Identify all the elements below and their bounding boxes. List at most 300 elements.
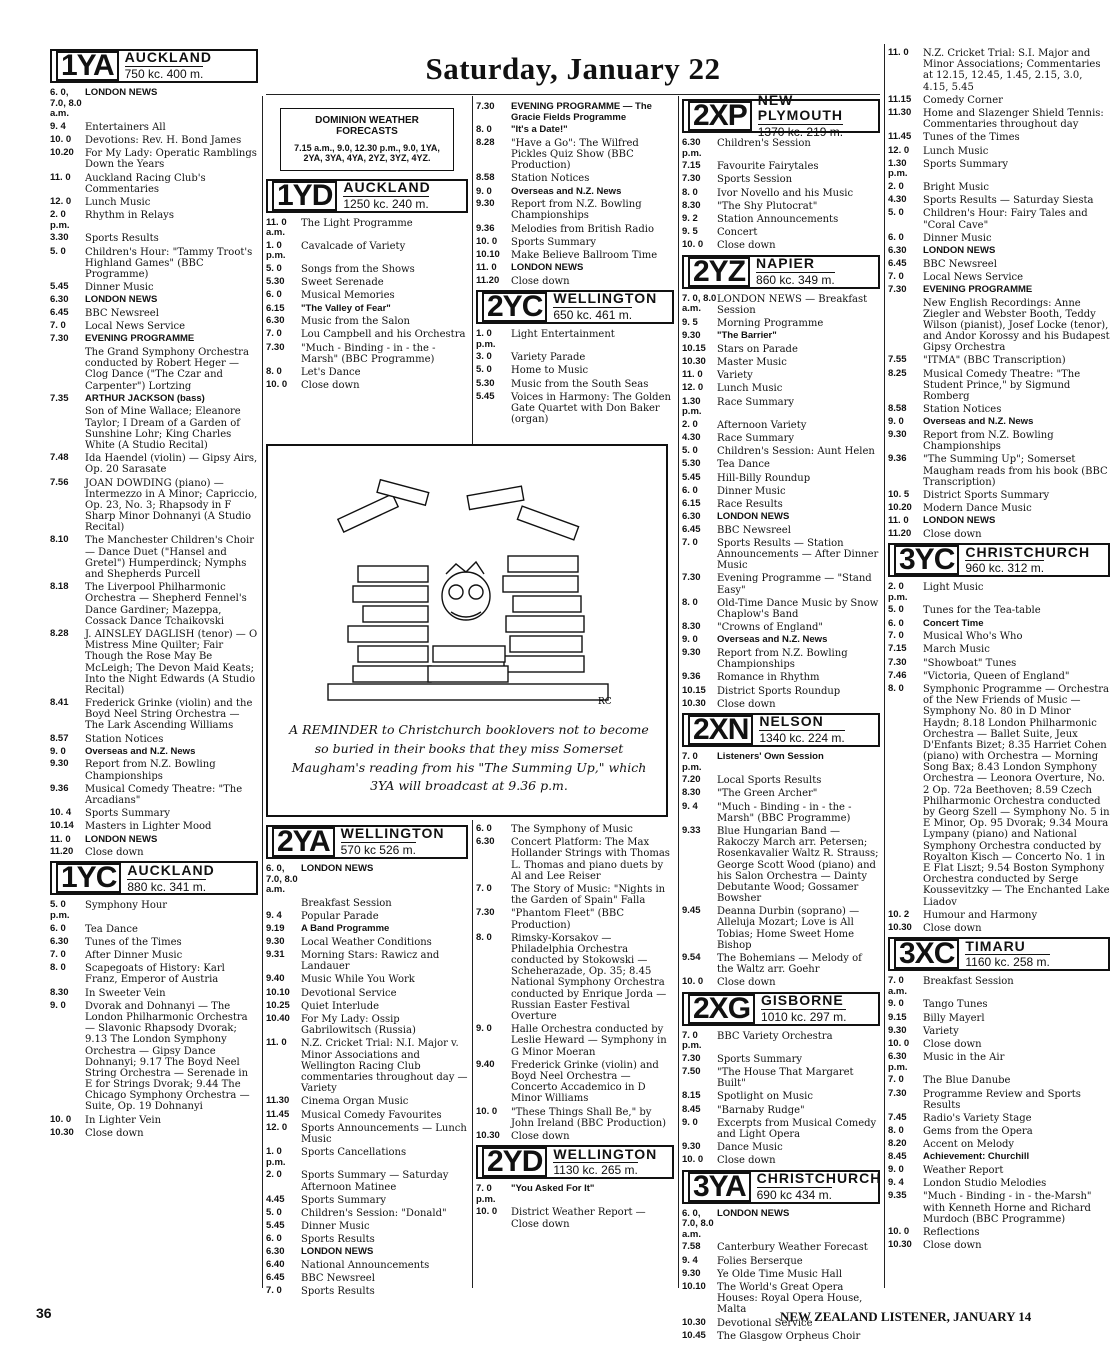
programme-time: 6.30 bbox=[50, 294, 69, 306]
programme-time: 9. 0 bbox=[888, 1164, 904, 1176]
programme-title: LONDON NEWS bbox=[85, 833, 158, 845]
station-details bbox=[125, 50, 252, 81]
programme-title: "Showboat" Tunes bbox=[923, 657, 1017, 669]
programme-title: Children's Hour: "Tammy Troot's Highland Games" (BBC Programme) bbox=[85, 246, 253, 280]
programme-time: 7.55 bbox=[888, 354, 907, 366]
programme-time: 8.28 bbox=[476, 136, 495, 148]
programme-entry bbox=[476, 352, 674, 363]
programme-title: "The Shy Plutocrat" bbox=[717, 200, 818, 212]
programme-title: Frederick Grinke (violin) and Boyd Neel Orchestra — Concerto Accademico in D Minor Williams bbox=[511, 1059, 659, 1105]
programme-title: Ida Haendel (violin) — Gipsy Airs, Op. 20 Sarasate bbox=[85, 453, 258, 476]
station-frequency: 1160 kc. 258 m. bbox=[965, 955, 1050, 970]
programme-time: 7. 0 bbox=[682, 536, 698, 548]
programme-time: 7. 0 bbox=[50, 320, 66, 332]
programme-entry bbox=[266, 343, 468, 365]
programme-title: Gems from the Opera bbox=[923, 1126, 1033, 1138]
station-frequency: 1250 kc. 240 m. bbox=[343, 196, 429, 211]
programme-time: 8. 0 bbox=[682, 596, 698, 608]
programme-time: 7.30 bbox=[266, 341, 285, 353]
programme-entry bbox=[682, 538, 880, 572]
station-details bbox=[343, 180, 462, 211]
column-rule bbox=[472, 96, 473, 444]
programme-time: 9.30 bbox=[682, 647, 701, 658]
station-details bbox=[965, 545, 1104, 576]
programme-entry bbox=[266, 974, 468, 985]
programme-time: 5.45 bbox=[682, 471, 701, 483]
station-header bbox=[682, 255, 880, 289]
programme-entry bbox=[50, 210, 258, 231]
programme-time: 4.30 bbox=[888, 194, 907, 206]
station-call-sign: 2YA bbox=[272, 827, 335, 857]
programme-entry bbox=[50, 784, 258, 806]
programme-title: Sports Session bbox=[717, 174, 793, 186]
programme-entry bbox=[50, 950, 258, 961]
programme-time: 6.45 bbox=[888, 257, 907, 269]
programme-entry bbox=[50, 937, 258, 948]
programme-time: 8. 0 bbox=[476, 124, 492, 136]
programme-title: "Much - Binding - in - the - Marsh" (BBC Programme) bbox=[301, 342, 436, 365]
programme-time: 5.45 bbox=[50, 281, 69, 293]
programme-time: 9.33 bbox=[682, 824, 701, 836]
programme-entry bbox=[888, 671, 1110, 682]
programme-time: 8.28 bbox=[50, 627, 69, 639]
programme-title: Close down bbox=[923, 1038, 982, 1050]
programme-time: 9. 0 bbox=[682, 634, 698, 646]
programme-entry bbox=[682, 672, 880, 683]
programme-time: 9. 4 bbox=[50, 120, 66, 132]
programme-entry bbox=[50, 759, 258, 781]
station-city: AUCKLAND bbox=[343, 178, 431, 195]
station-header bbox=[50, 861, 258, 895]
programme-title: Overseas and N.Z. News bbox=[717, 634, 828, 646]
programme-title: BBC Newsreel bbox=[923, 258, 997, 270]
programme-entry bbox=[476, 173, 674, 184]
programme-entry bbox=[50, 582, 258, 627]
programme-time: 7.15 bbox=[682, 160, 701, 172]
station-frequency: 1340 kc. 224 m. bbox=[759, 731, 845, 746]
programme-title: District Sports Roundup bbox=[717, 685, 841, 697]
programme-time: 5. 0 bbox=[682, 445, 698, 457]
programme-time: 9.40 bbox=[266, 973, 285, 985]
programme-title: In Lighter Vein bbox=[85, 1114, 162, 1126]
programme-title: Weather Report bbox=[923, 1165, 1004, 1177]
programme-title: "Crowns of England" bbox=[717, 622, 824, 634]
programme-time: 11.20 bbox=[476, 274, 500, 286]
programme-title: Ye Olde Time Music Hall bbox=[717, 1268, 843, 1280]
programme-entry bbox=[266, 950, 468, 972]
programme-time: 7. 0 a.m. bbox=[888, 975, 908, 997]
weather-title: DOMINION WEATHER FORECASTS bbox=[315, 115, 419, 138]
programme-title: Lunch Music bbox=[85, 197, 151, 208]
station-call-sign: 1YC bbox=[56, 863, 121, 893]
programme-entry bbox=[888, 404, 1110, 415]
programme-entry bbox=[266, 380, 468, 391]
programme-time: 2. 0 p.m. bbox=[888, 581, 908, 603]
programme-time: 6. 0 bbox=[888, 231, 904, 243]
station-frequency: 690 kc 434 m. bbox=[756, 1187, 832, 1202]
programme-time: 6.30 bbox=[50, 935, 69, 947]
programme-title: Concert Platform: The Max Hollander Strings with Thomas L. Thomas and piano duets by Al and Lee Reiser bbox=[511, 837, 670, 882]
programme-title: Close down bbox=[717, 240, 776, 252]
programme-time: 10.30 bbox=[682, 355, 706, 367]
programme-entry bbox=[888, 605, 1110, 616]
programme-entry bbox=[476, 1060, 674, 1105]
station-city: WELLINGTON bbox=[553, 1145, 658, 1162]
programme-time: 7.30 bbox=[476, 907, 495, 919]
programme-entry bbox=[888, 1139, 1110, 1150]
programme-entry bbox=[888, 1113, 1110, 1124]
programme-entry bbox=[266, 367, 468, 378]
programme-time: 8. 0 bbox=[888, 1125, 904, 1137]
programme-entry bbox=[476, 837, 674, 882]
programme-entry bbox=[266, 1273, 468, 1284]
programme-entry bbox=[682, 953, 880, 975]
programme-title: Achievement: Churchill bbox=[923, 1151, 1030, 1163]
programme-title: Concert bbox=[717, 227, 758, 239]
programme-entry bbox=[476, 199, 674, 221]
programme-entry bbox=[888, 417, 1110, 428]
programme-entry bbox=[682, 174, 880, 185]
programme-time: 9. 0 bbox=[682, 1116, 698, 1128]
programme-title: Afternoon Variety bbox=[717, 419, 807, 431]
cartoon-signature: RC bbox=[598, 697, 612, 707]
programme-time: 9. 0 bbox=[50, 745, 66, 757]
programme-entry bbox=[266, 898, 468, 909]
programme-time: 10.30 bbox=[888, 1239, 912, 1251]
station-call-sign: 3YA bbox=[688, 1172, 751, 1202]
programme-title: Close down bbox=[923, 528, 982, 540]
station-details bbox=[341, 826, 462, 857]
programme-time: 10.20 bbox=[50, 147, 74, 159]
programme-entry bbox=[888, 369, 1110, 403]
programme-entry bbox=[50, 988, 258, 999]
programme-entry bbox=[50, 1128, 258, 1139]
station-details bbox=[759, 714, 874, 745]
programme-title: EVENING PROGRAMME bbox=[85, 333, 195, 345]
programme-time: 9. 0 bbox=[476, 1023, 492, 1035]
programme-title: Musical Comedy Theatre: "The Student Prince," by Sigmund Romberg bbox=[923, 368, 1081, 402]
programme-time: 11. 0 bbox=[266, 1037, 287, 1049]
programme-title: The Story of Music: "Nights in the Garden of Spain" Falla bbox=[511, 883, 666, 907]
programme-entry bbox=[476, 392, 674, 426]
programme-time: 7.45 bbox=[888, 1111, 907, 1123]
programme-entry bbox=[50, 1001, 258, 1113]
programme-time: 9. 0 bbox=[50, 999, 66, 1011]
programme-time: 7.30 bbox=[682, 1052, 701, 1064]
programme-entry bbox=[50, 535, 258, 580]
programme-time: 7.30 bbox=[50, 333, 69, 345]
programme-time: 7.30 bbox=[888, 283, 907, 295]
programme-entry bbox=[476, 237, 674, 248]
station-frequency: 860 kc. 349 m. bbox=[756, 272, 835, 287]
programme-entry bbox=[888, 1026, 1110, 1037]
programme-title: Dinner Music bbox=[85, 282, 154, 294]
programme-entry bbox=[888, 454, 1110, 488]
programme-title: Overseas and N.Z. News bbox=[85, 745, 196, 757]
programme-entry bbox=[476, 1207, 674, 1229]
programme-title: Light Music bbox=[923, 582, 984, 594]
programme-time: 1. 0 p.m. bbox=[266, 1146, 286, 1168]
programme-entry bbox=[888, 1191, 1110, 1225]
station-header bbox=[266, 825, 468, 859]
programme-time: 9. 0 bbox=[888, 998, 904, 1010]
programme-time: 2. 0 bbox=[888, 180, 904, 192]
programme-title: Folies Berserque bbox=[717, 1255, 803, 1267]
programme-entry bbox=[682, 573, 880, 595]
programme-title: Sports Results bbox=[301, 1234, 375, 1246]
programme-title: Variety bbox=[923, 1025, 959, 1037]
programme-entry bbox=[888, 503, 1110, 514]
programme-entry bbox=[888, 259, 1110, 270]
programme-entry bbox=[50, 197, 258, 208]
programme-entry bbox=[888, 159, 1110, 180]
programme-time: 10. 0 bbox=[266, 379, 288, 391]
programme-title: BBC Newsreel bbox=[717, 524, 791, 536]
programme-entry bbox=[50, 406, 258, 451]
programme-time: 11.45 bbox=[266, 1108, 290, 1120]
programme-title: Close down bbox=[923, 922, 982, 934]
programme-time: 9. 5 bbox=[682, 226, 698, 238]
programme-title: Morning Stars: Rawicz and Landauer bbox=[301, 950, 440, 973]
programme-title: London Studio Melodies bbox=[923, 1178, 1047, 1190]
programme-entry bbox=[476, 1024, 674, 1058]
programme-entry bbox=[476, 908, 674, 930]
programme-entry bbox=[50, 734, 258, 745]
programme-entry bbox=[682, 357, 880, 368]
programme-title: Listeners' Own Session bbox=[717, 750, 824, 762]
programme-title: Dinner Music bbox=[923, 232, 992, 244]
programme-title: BBC Newsreel bbox=[301, 1273, 375, 1285]
programme-entry bbox=[888, 1052, 1110, 1073]
programme-title: Overseas and N.Z. News bbox=[923, 416, 1034, 428]
programme-entry bbox=[682, 473, 880, 484]
programme-time: 5. 0 bbox=[266, 1206, 282, 1218]
station-frequency: 1370 kc. 219 m. bbox=[757, 124, 844, 139]
column-rule bbox=[884, 44, 885, 1288]
programme-time: 10.10 bbox=[682, 1280, 706, 1292]
programme-entry bbox=[888, 1178, 1110, 1189]
programme-entry bbox=[266, 329, 468, 340]
station-city: WELLINGTON bbox=[553, 290, 658, 307]
programme-time: 6.30 bbox=[682, 511, 701, 523]
programme-time: 9.36 bbox=[50, 782, 69, 794]
programme-time: 7. 0 p.m. bbox=[476, 1183, 496, 1205]
programme-title: Rhythm in Relays bbox=[85, 210, 174, 222]
programme-title: Dinner Music bbox=[301, 1221, 370, 1233]
programme-time: 6. 0, 7.0, 8.0 a.m. bbox=[50, 87, 82, 120]
programme-time: 12. 0 bbox=[50, 196, 72, 207]
programme-entry bbox=[682, 486, 880, 497]
programme-entry bbox=[266, 241, 468, 262]
station-call-sign: 3YC bbox=[894, 545, 959, 575]
programme-title: The Glasgow Orpheus Choir bbox=[717, 1330, 861, 1342]
station-header bbox=[476, 1145, 674, 1179]
programme-title: "Have a Go": The Wilfred Pickles Quiz Show (BBC Production) bbox=[511, 137, 639, 172]
programme-title: Music from the South Seas bbox=[511, 378, 649, 390]
programme-entry bbox=[266, 277, 468, 288]
programme-entry bbox=[682, 201, 880, 212]
programme-entry bbox=[266, 1234, 468, 1245]
programme-entry bbox=[50, 295, 258, 306]
programme-time: 10.15 bbox=[682, 684, 706, 696]
programme-title: Son of Mine Wallace; Eleanore Taylor; I Dream of a Garden of Sunshine Lohr; King Charles White (A Studio Recital) bbox=[85, 406, 241, 451]
programme-time: 1. 0 p.m. bbox=[266, 239, 286, 262]
programme-title: Children's Session: "Donald" bbox=[301, 1207, 447, 1219]
column-rule bbox=[678, 96, 679, 1288]
station-frequency: 1130 kc. 265 m. bbox=[553, 1163, 638, 1178]
programme-title: Master Music bbox=[717, 356, 787, 368]
programme-time: 10. 0 bbox=[888, 1226, 910, 1237]
programme-time: 10.30 bbox=[888, 921, 912, 933]
programme-title: "ITMA" (BBC Transcription) bbox=[923, 355, 1066, 367]
programme-time: 9. 4 bbox=[888, 1177, 904, 1189]
programme-entry bbox=[888, 430, 1110, 452]
programme-entry bbox=[266, 1195, 468, 1206]
programme-time: 1. 0 p.m. bbox=[476, 328, 496, 350]
programme-title: Sports Summary — Saturday Afternoon Matinee bbox=[301, 1170, 449, 1193]
programme-entry bbox=[682, 752, 880, 773]
programme-time: 10.40 bbox=[266, 1013, 290, 1024]
programme-time: 1.30 p.m. bbox=[888, 157, 908, 180]
programme-time: 8.15 bbox=[682, 1090, 701, 1102]
programme-time: 10.30 bbox=[476, 1129, 500, 1141]
programme-entry bbox=[682, 1242, 880, 1253]
programme-title: BBC Variety Orchestra bbox=[717, 1030, 833, 1042]
programme-title: LONDON NEWS bbox=[85, 294, 158, 306]
programme-title: Quiet Interlude bbox=[301, 1000, 380, 1012]
programme-title: LONDON NEWS bbox=[511, 262, 584, 274]
programme-time bbox=[50, 347, 85, 392]
programme-entry bbox=[888, 1075, 1110, 1086]
programme-title: National Announcements bbox=[301, 1260, 430, 1272]
programme-title: LONDON NEWS bbox=[717, 1207, 790, 1219]
programme-title: Local News Service bbox=[85, 321, 186, 333]
programme-title: Station Announcements bbox=[717, 214, 839, 225]
programme-time: 2. 0 bbox=[266, 1169, 282, 1181]
programme-time: 12. 0 bbox=[682, 382, 704, 394]
programme-time: 9.45 bbox=[682, 905, 701, 917]
station-call-sign: 2YC bbox=[482, 292, 547, 322]
programme-title: Halle Orchestra conducted by Leslie Heward — Symphony in G Minor Moeran bbox=[511, 1024, 667, 1058]
publication-footer: NEW ZEALAND LISTENER, JANUARY 14 bbox=[780, 1309, 1032, 1324]
programme-entry bbox=[888, 355, 1110, 366]
programme-entry bbox=[682, 344, 880, 355]
programme-entry bbox=[50, 148, 258, 170]
programme-time: 10.30 bbox=[682, 697, 706, 709]
programme-entry bbox=[682, 906, 880, 951]
programme-title: Local Sports Results bbox=[717, 775, 822, 787]
programme-title: "The House That Margaret Built" bbox=[717, 1067, 854, 1090]
programme-time: 9.36 bbox=[888, 453, 907, 465]
programme-title: "Much - Binding - in - the - Marsh" (BBC Programme) bbox=[717, 801, 852, 824]
programme-time: 7. 0 bbox=[888, 1074, 904, 1086]
programme-title: LONDON NEWS bbox=[301, 863, 374, 874]
programme-time: 6. 0 bbox=[476, 823, 492, 834]
programme-time: 10.45 bbox=[682, 1329, 706, 1341]
programme-time: 8. 0 bbox=[888, 682, 904, 694]
programme-entry bbox=[266, 1096, 468, 1107]
programme-entry bbox=[266, 290, 468, 301]
programme-title: Programme Review and Sports Results bbox=[923, 1088, 1081, 1111]
programme-entry bbox=[888, 644, 1110, 655]
programme-time: 8.10 bbox=[50, 534, 69, 546]
programme-title: Close down bbox=[923, 1240, 982, 1252]
station-details bbox=[761, 993, 874, 1024]
programme-entry bbox=[476, 138, 674, 172]
station-call-sign: 2XP bbox=[688, 101, 752, 131]
programme-time: 5.30 bbox=[266, 276, 285, 288]
programme-time: 4.45 bbox=[266, 1193, 285, 1205]
station-city: AUCKLAND bbox=[124, 49, 212, 66]
programme-entry bbox=[50, 900, 258, 921]
programme-time: 5. 0 bbox=[50, 245, 66, 257]
programme-title: ARTHUR JACKSON (bass) bbox=[85, 392, 205, 404]
programme-time: 7.48 bbox=[50, 452, 69, 464]
programme-entry bbox=[476, 824, 674, 835]
programme-time: 11.45 bbox=[888, 131, 912, 143]
programme-time: 9.30 bbox=[682, 330, 701, 342]
programme-entry bbox=[50, 347, 258, 392]
programme-time: 5. 0 bbox=[476, 364, 492, 376]
programme-time: 10. 0 bbox=[50, 134, 72, 146]
station-frequency: 880 kc. 341 m. bbox=[127, 879, 207, 894]
programme-title: March Music bbox=[923, 644, 990, 656]
programme-title: Report from N.Z. Bowling Championships bbox=[511, 199, 642, 222]
programme-time: 5.45 bbox=[266, 1220, 285, 1232]
programme-entry bbox=[888, 132, 1110, 143]
programme-time: 7. 0 bbox=[476, 882, 492, 894]
station-details bbox=[965, 939, 1104, 970]
station-city: AUCKLAND bbox=[127, 861, 215, 878]
programme-time: 7.30 bbox=[888, 1087, 907, 1099]
programme-time: 6.15 bbox=[682, 497, 701, 509]
programme-title: Sports Results — Station Announcements — After Dinner Music bbox=[717, 537, 879, 572]
programme-entry bbox=[682, 397, 880, 418]
programme-entry bbox=[50, 247, 258, 281]
programme-title: Deanna Durbin (soprano) — Alleluja Mozart; Love is All Tobias; Home Sweet Home Bishop bbox=[717, 906, 860, 951]
programme-title: "The Valley of Fear" bbox=[301, 302, 391, 314]
programme-title: EVENING PROGRAMME bbox=[923, 283, 1033, 295]
programme-time: 9.36 bbox=[682, 671, 701, 683]
programme-title: Ivor Novello and his Music bbox=[717, 187, 854, 199]
programme-time: 5. 0 p.m. bbox=[50, 899, 70, 921]
programme-time: 7. 0 p.m. bbox=[682, 750, 702, 773]
programme-entry bbox=[266, 937, 468, 948]
programme-title: Concert Time bbox=[923, 617, 984, 629]
programme-entry bbox=[888, 976, 1110, 997]
programme-time: 10. 0 bbox=[476, 1105, 498, 1117]
column-2-bottom bbox=[266, 822, 468, 1298]
programme-title: "Victoria, Queen of England" bbox=[923, 670, 1070, 682]
programme-title: Spotlight on Music bbox=[717, 1091, 813, 1103]
programme-title: Morning Programme bbox=[717, 317, 824, 329]
station-header bbox=[682, 992, 880, 1026]
programme-entry bbox=[266, 1260, 468, 1271]
programme-time: 9. 4 bbox=[682, 800, 698, 812]
programme-entry bbox=[888, 999, 1110, 1010]
programme-time: 8.45 bbox=[682, 1103, 701, 1115]
programme-title: Musical Memories bbox=[301, 290, 395, 302]
programme-entry bbox=[50, 334, 258, 345]
programme-time: 8. 0 bbox=[476, 931, 492, 943]
programme-time: 9. 4 bbox=[682, 1254, 698, 1266]
station-call-sign: 1YA bbox=[56, 51, 119, 81]
programme-title: Race Summary bbox=[717, 396, 795, 408]
station-call-sign: 1YD bbox=[272, 181, 337, 211]
programme-entry bbox=[682, 161, 880, 172]
programme-time: 11. 0 bbox=[50, 833, 71, 845]
programme-title: Children's Session bbox=[717, 138, 811, 149]
